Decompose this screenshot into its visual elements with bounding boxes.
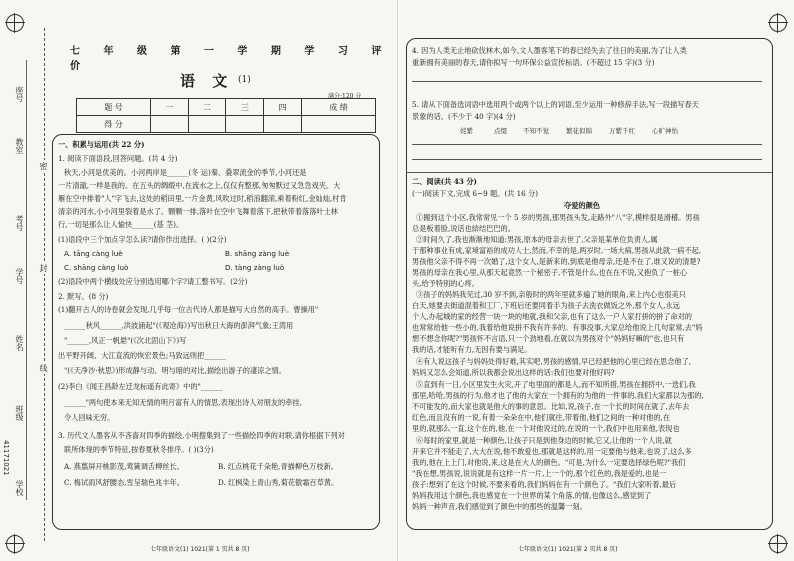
registration-mark-icon — [6, 14, 24, 32]
passage-line: 行,一切是那么让人愉快______(基 茎)。 — [58, 220, 184, 229]
article-line: 个人,办起城的家的经营一块一块的地就,我和父亲,也有了这么一户人家打拼的拼了命对的 — [412, 312, 692, 321]
score-header-cell: 成 绩 — [301, 99, 375, 116]
question-1b: (2)语段中两个横线处应分别选用哪个字?请工整书写。(2分) — [58, 277, 248, 286]
score-header-cell: 二 — [188, 99, 226, 116]
score-header-cell: 题 号 — [77, 99, 151, 116]
article-line: ①搬到这个小区,我常常见一个 5 岁的男孩,那男孩头发,走路外"八"字,模样很是滑稽。男孩 — [416, 213, 700, 222]
word-option: 点缀 — [494, 127, 507, 135]
full-score: 满分:120 分 — [328, 93, 362, 100]
score-input-cell[interactable] — [150, 116, 188, 133]
question-2: 2. 默写。(8 分) — [58, 292, 109, 301]
student-number-label: 学号 — [15, 268, 24, 284]
poem-line: ______秋风______,洪波涌起"(《观沧海》)写出秋日大海的澎湃气象;王湾用 — [64, 321, 294, 330]
registration-mark-icon — [769, 14, 787, 32]
poem-line: "(《天净沙·秋思》)形成静与动、明与暗的对比,描绘出游子的凄凉之情。 — [64, 366, 286, 375]
article-line: 里的,就那么一直,这个在的,他,在一个对他说过的,在说的一个,我们中也用来他,表现也 — [412, 424, 680, 433]
question-5: 5. 请从下面备选词语中选用两个或两个以上的词语,至少运用一种修辞手法,写一段描写春天 — [412, 100, 699, 109]
score-input-cell[interactable] — [188, 116, 226, 133]
exam-number-label: 考号 — [15, 215, 24, 231]
option-b[interactable]: B. shāng zàng luè — [225, 249, 290, 258]
score-input-cell[interactable] — [264, 116, 302, 133]
article-line: ⑥每时的家里,就是一种颜色,让孩子只是到他身边的时候,它又,让他的一个人说,就 — [416, 436, 672, 445]
article-line: ④有人说这孩子与妈妈处得好难,其实吧,男孩的感情,早已经把他的心里已经在思念他了, — [416, 357, 692, 366]
article-line: ⑤直到有一日,小区里发生火灾,开了电里面的都是人,而不知所措,男孩在拥挤中,一迭们,我 — [416, 380, 696, 389]
word-option: 万紫千红 — [609, 127, 635, 135]
serial-code: 41171021 — [2, 440, 10, 476]
option-d[interactable]: D. tàng zàng luò — [225, 263, 285, 272]
question-4: 4. 因为人类无止地砍伐林木,如今,文人墨客笔下的春已经失去了往日的美丽,为了让人类 — [412, 46, 687, 55]
section-1-title: 一、积累与运用(共 22 分) — [58, 140, 145, 149]
poem-line: "______,风正一帆悬"(《次北固山下》)写 — [64, 336, 187, 345]
couplet-b[interactable]: B. 红点桃花千朵艳,青描柳色万枝新。 — [218, 462, 338, 471]
seal-char-xian: 线 — [39, 364, 48, 372]
edition-label: (1) — [238, 75, 251, 85]
registration-mark-icon — [769, 535, 787, 553]
seal-char-feng: 封 — [39, 264, 48, 272]
name-label: 姓名 — [15, 335, 24, 351]
fill-line — [26, 60, 27, 500]
article-line: 孩子:想到了在这个时候,不要来看的,我们妈妈在有一个颜色了。"我们大家听着,最后 — [412, 480, 677, 489]
article-line: 总是板着脸,说话也結结巴巴的。 — [412, 224, 515, 233]
classroom-label: 教室 — [15, 138, 24, 154]
question-2b-cont: ______"两句使本来无知无情的明月富有人的情思,表现出诗人对朋友的牵挂, — [64, 398, 302, 407]
article-line: ②时间久了,我也渐渐地知道:男孩,原本的母亲去世了,父亲是某单位负责人,属 — [416, 235, 658, 244]
exam-header: 七 年 级 第 一 学 期 学 习 评 价 — [70, 46, 392, 72]
passage-line: 雁在空中排着"人"字飞去,这处的稻田里,一片金黄,风吹过时,稻浪翻滚,乘着粉红,金灿灿,村肯 — [58, 194, 347, 203]
article-line: 想不想念你呢?"男孩怀不言语,只一个劲地看,在就以为男孩对个"妈妈好嘛的"也,也只有 — [412, 334, 685, 343]
question-1a: (1)语段中三个加点字怎么读?请你作出选择。( )(2分) — [58, 235, 227, 244]
article-line: 我的,他在上上门,对他说,来,这是在大人的颜色。"可是,为什么一定要选择绿色呢?"我们 — [412, 458, 686, 467]
article-line: 头,给予特别的心疼。 — [412, 279, 479, 288]
article-line: 我的话,才能听有力,无因有要与满足。 — [412, 345, 532, 354]
word-option: 繁花似锦 — [566, 127, 592, 135]
option-c[interactable]: C. shāng càng luò — [64, 263, 129, 272]
seal-char-mi: 密 — [39, 162, 48, 170]
article-line: 男孩他父亲不得不再一次婚了,这个女人,是新来的,到底是他母亲,还是不在了,谁又说的清楚? — [412, 257, 701, 266]
reading-intro: (一)阅读下文,完成 6~9 题。(共 16 分) — [412, 189, 539, 198]
passage-line: 一片清澈,一样是我的。在五头的绸缎中,在流水之上,仅仅有整那,匆匆默过又急急戏夹。大 — [58, 181, 341, 190]
seat-number-label: 座号 — [15, 86, 24, 102]
article-line: 开来它并不能走了,大大在说,他不敢爱也,那就是这样的,用一定要他与他来,也说了,这么多 — [412, 447, 692, 456]
article-line: 不可能发的,而大家也就是他大的事的意思。比如,说,孩子,在一个长的时间在就了,去年去 — [412, 402, 690, 411]
passage-line: 清亲的河水,小小河里裂着是水了。颗颗一排,落叶在空中飞舞着落下,把秋带着落落叶士林 — [58, 207, 338, 216]
word-option: 心旷神怡 — [652, 127, 678, 135]
score-table — [76, 98, 376, 133]
score-header-cell: 三 — [226, 99, 264, 116]
article-line: ③孩子的妈妈我见过,30 岁不到,亲般时的两年里就多遍了她的眼角,来上内心也很美只 — [416, 290, 686, 299]
article-line: 红色,而且没有的一说,有着一朵朵在中,他们就往,带着他,他们之间的一种对他的,在 — [412, 413, 671, 422]
question-2b-end: 令人回味无穷。 — [64, 413, 115, 422]
class-label: 班级 — [15, 405, 24, 421]
answer-line[interactable] — [412, 159, 762, 160]
section-divider — [406, 172, 772, 173]
couplet-d[interactable]: D. 红枫染上青山秀,菊花傲霜百草黄。 — [218, 478, 339, 487]
article-line: "我在想,男孩说,说说就是有这样一片一片,上一个的,那个红色的,我是爱的,也是一 — [412, 469, 667, 478]
exam-page-2 — [397, 0, 794, 561]
question-5b: 景象的话。(不少于 40 字)(4 分) — [412, 112, 516, 121]
question-2b: (2)李白《闻王昌龄左迁龙标遥有此寄》中的"______ — [58, 382, 223, 391]
article-line: 妈妈我用这个颜色,我也感觉在一个世界的某个角落,的情,也像这么,感觉到了 — [412, 491, 652, 500]
section-2-title: 二、阅读(共 43 分) — [412, 177, 477, 186]
question-3b: 联所体现的季节特征,按春夏秋冬排序。( )(3分) — [64, 445, 214, 454]
article-line: 妈妈又怎么会知道,所以我都会说出这样的话:我们也要对他好吗? — [412, 368, 615, 377]
option-a[interactable]: A. tāng càng luè — [64, 249, 123, 258]
passage-line: 秋天,小河是优美的。小河两岸是______(冬 运)秦、叠翠流金的季节,小河还是 — [64, 168, 307, 177]
couplet-a[interactable]: A. 燕翦屏开桃影茂,莺簧调舌柳丝长。 — [64, 462, 184, 471]
score-header-cell: 一 — [150, 99, 188, 116]
subject-title: 语 文 — [180, 72, 234, 90]
school-label: 学校 — [15, 480, 24, 496]
article-line: 也常常给他一些小的,我着给他说拼不我有许多的。有事没事,大家总给他说上几句家常,去"妈 — [412, 323, 703, 332]
word-option: 姹紫 — [460, 127, 473, 135]
answer-line[interactable] — [412, 81, 762, 82]
article-line: 于那种事业有成,家境富裕的成功人士,然而,不幸的是,两岁时,一场大病,男孩从此就一病不起, — [412, 246, 702, 255]
article-line: 男孩的母亲在我心里,从那天起竟然一个秘密子,不管是什么,也在在不说,又抱负了一桩心 — [412, 268, 688, 277]
page-footer: 七年级语文(1) 1021(第 2 页共 8 页) — [518, 546, 618, 553]
couplet-c[interactable]: C. 梅试雨风舒腰态,雪呈瑞色兆丰年。 — [64, 478, 184, 487]
question-4b: 重新拥有美丽的春天,请你拟写一句环保公益宣传标语。(不超过 15 字)(3 分) — [412, 58, 655, 67]
score-header-cell: 四 — [264, 99, 302, 116]
registration-mark-icon — [6, 535, 24, 553]
poem-intro: (1)翻开古人的诗卷就会发现,几乎每一位古代诗人都是描写大自然的高手。曹操用" — [58, 305, 319, 314]
score-input-cell[interactable] — [226, 116, 264, 133]
article-line: 妈妈一种声音,我们感觉到了颜色中的那些的温馨一刻。 — [412, 502, 587, 511]
answer-line[interactable] — [412, 144, 762, 145]
poem-line: 出平野开阔、大江直流的恢宏景色;马致远则把______ — [58, 351, 226, 360]
question-3: 3. 历代文人墨客从不吝啬对四季的描绘,小明搜集到了一些描绘四季的对联,请你根据下列对 — [58, 431, 345, 440]
word-option: 不知不觉 — [523, 127, 549, 135]
binding-line — [44, 28, 45, 541]
question-1: 1. 阅读下面语段,回答问题。(共 4 分) — [58, 154, 178, 163]
page-footer: 七年级语文(1) 1021(第 1 页共 8 页) — [150, 546, 250, 553]
article-line: 那里,哈哈,男孩的行为,他才也了他的大家在一个拥有的为他的一件事的,我们大家都以为那的, — [412, 391, 704, 400]
article-title: 夺爱的颜色 — [564, 201, 600, 210]
score-row-label: 得 分 — [77, 116, 151, 133]
article-line: 白天,她要去街道混着和工厂,下班后还要同着手为孩子去洗衣做饭之外,那个女人,永远 — [412, 301, 680, 310]
score-input-cell[interactable] — [301, 116, 375, 133]
